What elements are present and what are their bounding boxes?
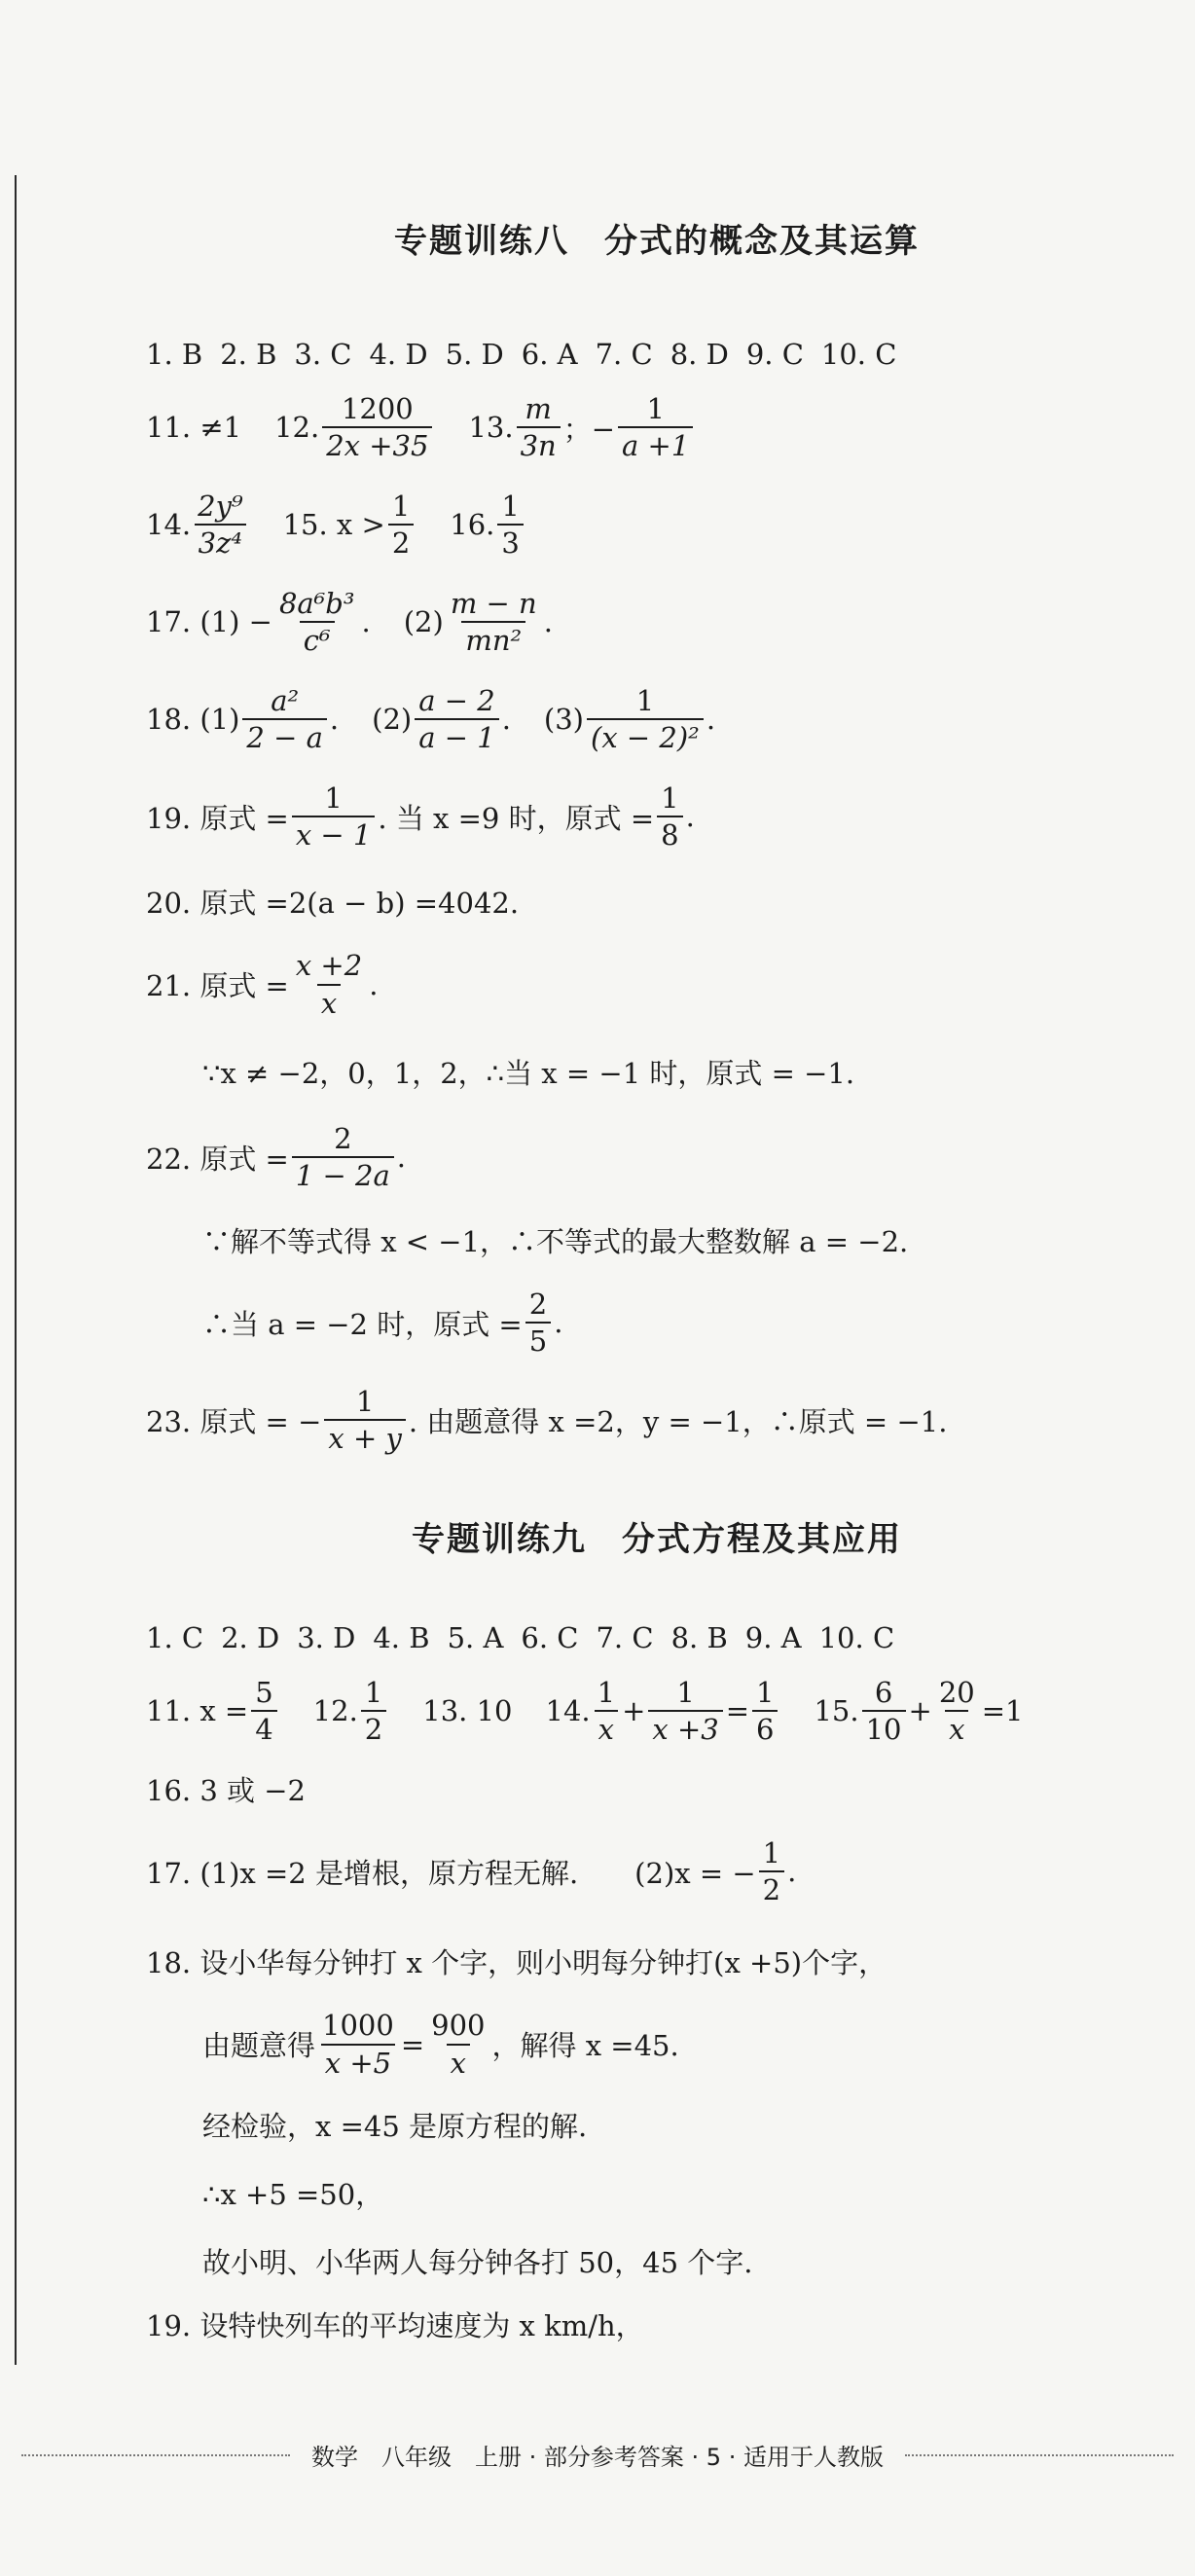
- s9-a19: 19. 设特快列车的平均速度为 x km/h，: [146, 2308, 644, 2342]
- s9-a18-line2-tail: ，解得 x =45.: [491, 2029, 679, 2062]
- s8-a8: 8. D: [670, 338, 729, 371]
- s9-answer-19: [146, 2295, 1168, 2353]
- s8-a18-1-fraction: $\frac{\text{a²}}{2 - a}$: [242, 686, 326, 753]
- s9-a18-line4: ∴x +5 =50，: [202, 2177, 384, 2211]
- s9-a12-fraction: $\frac{1}{2}$: [361, 1678, 386, 1745]
- s8-a21-line2: ∵x ≠ −2，0，1，2，∴当 x = −1 时，原式 = −1.: [202, 1057, 855, 1090]
- s9-a15-fraction-2: $\frac{20}{x}$: [938, 1675, 975, 1746]
- s8-a20: 20. 原式 =2(a − b) =4042.: [146, 887, 520, 920]
- s8-answer-23: [146, 1366, 1168, 1473]
- s9-a18-fraction-2: $\frac{900}{x}$: [431, 2009, 486, 2080]
- s9-a9: 9. A: [744, 1621, 802, 1654]
- s9-a4: 4. B: [373, 1621, 430, 1654]
- s9-a18-line3: 经检验，x =45 是原方程的解.: [202, 2109, 588, 2143]
- answer-content: [146, 214, 1168, 2353]
- s8-a11: 11. ≠1: [146, 411, 242, 444]
- s8-answers-11-13: [146, 379, 1168, 476]
- s9-a17-fraction: $\frac{1}{2}$: [759, 1838, 784, 1905]
- s9-a13: 13. 10: [422, 1694, 513, 1727]
- s9-a3: 3. D: [297, 1621, 356, 1654]
- s8-answer-22-line-2: [146, 1201, 1168, 1279]
- s8-answer-17: 17. (1) − $\frac{\text{8a⁶b³}}{\text{c⁶}}$ . (2) $\frac{m - n}{\text{mn²}}$ .: [146, 586, 553, 657]
- s9-answer-16: [146, 1760, 1168, 1818]
- s9-a15-label: 15.: [814, 1694, 859, 1727]
- s9-a15-fraction-1: $\frac{6}{10}$: [862, 1678, 906, 1745]
- s8-a17-2-label: (2): [403, 605, 444, 638]
- s8-a23-tail: . 由题意得 x =2，y = −1，∴原式 = −1.: [408, 1404, 948, 1438]
- s9-a14-fraction-3: $\frac{1}{6}$: [752, 1678, 778, 1745]
- s8-a19-fraction: $\frac{1}{x - 1}$: [292, 783, 376, 851]
- s8-a16-fraction: $\frac{1}{3}$: [497, 491, 523, 559]
- s8-a22-fraction-2: $\frac{2}{5}$: [525, 1289, 551, 1357]
- s8-a4: 4. D: [369, 338, 428, 371]
- s8-a18-3-fraction: $\frac{1}{\text{(x − 2)²}}$: [587, 686, 704, 753]
- s8-answer-18: 18. (1) $\frac{\text{a²}}{2 - a}$ . (2) $\frac{a - 2}{a - 1}$ . (3) $\frac{1}{\text{(x − 2)²}}$ .: [146, 683, 716, 754]
- s8-a13-sep: ；−: [562, 412, 616, 446]
- s8-answers-1-10: [146, 330, 1168, 379]
- s9-a15-tail: =1: [981, 1694, 1024, 1727]
- s9-answers-11-15: 11. x = $\frac{5}{4}$ 12. $\frac{1}{2}$ 13. 10 14. $\frac{1}{x}$ + $\frac{1}{x +3}$ = $\frac{1}{6}$ 15. $\frac{6}{10}$ + $\frac{20}{x}$ =1: [146, 1675, 1024, 1746]
- section-8-title: 专题训练八 分式的概念及其运算: [394, 222, 920, 261]
- s8-answer-21-line-2: [146, 1031, 1168, 1113]
- s8-a12-label: 12.: [274, 411, 320, 444]
- s8-a10: 10. C: [820, 338, 897, 371]
- s9-a14-fraction-1: $\frac{1}{x}$: [594, 1678, 619, 1745]
- s8-a21-fraction: $\frac{x +2}{x}$: [295, 949, 363, 1020]
- footer-text: 数学 八年级 上册 · 部分参考答案 · 5 · 适用于人教版: [311, 2444, 884, 2471]
- s8-a6: 6. A: [521, 338, 578, 371]
- s8-a18-2-fraction: $\frac{a - 2}{a - 1}$: [415, 686, 498, 753]
- s9-answer-18-line-2: 由题意得 $\frac{1000}{x +5}$ = $\frac{900}{x}$ ，解得 x =45.: [202, 2009, 679, 2080]
- s8-a22-line2: ∵解不等式得 x < −1，∴不等式的最大整数解 a = −2.: [202, 1224, 909, 1258]
- s9-a7: 7. C: [596, 1621, 654, 1654]
- s8-a13-fraction: $\frac{m}{3n}$: [517, 394, 561, 461]
- s8-a3: 3. C: [294, 338, 352, 371]
- s9-answer-17: 17. (1)x =2 是增根，原方程无解. (2)x = − $\frac{1}{2}$ .: [146, 1835, 797, 1906]
- s9-a10: 10. C: [818, 1621, 895, 1654]
- s8-a15-label: 15. x >: [282, 508, 385, 541]
- s8-a17-2-fraction: $\frac{m - n}{\text{mn²}}$: [450, 586, 537, 657]
- s9-a2: 2. D: [221, 1621, 280, 1654]
- s9-answer-18-line-3: [146, 2090, 1168, 2159]
- s9-a11-fraction: $\frac{5}{4}$: [251, 1678, 276, 1745]
- s9-answer-18: [146, 1925, 1168, 1998]
- s8-a14-label: 14.: [146, 508, 192, 541]
- s8-a19-mid: . 当 x =9 时，原式 =: [378, 801, 655, 835]
- s8-a21-label: 21. 原式 =: [146, 969, 289, 1002]
- s8-a19-fraction-2: $\frac{1}{8}$: [657, 783, 682, 851]
- s8-a13-label: 13.: [468, 411, 514, 444]
- s9-a18-fraction-1: $\frac{1000}{x +5}$: [322, 2009, 394, 2080]
- s9-answer-18-line-4: [146, 2159, 1168, 2227]
- s8-a18-label: 18. (1): [146, 703, 240, 736]
- page-footer: [0, 2438, 1195, 2472]
- s9-answers-1-10: [146, 1614, 1168, 1662]
- s9-a14-label: 14.: [545, 1694, 591, 1727]
- s8-answer-19: 19. 原式 = $\frac{1}{x - 1}$ . 当 x =9 时，原式 = $\frac{1}{8}$ .: [146, 780, 695, 852]
- s9-a16: 16. 3 或 −2: [146, 1773, 306, 1807]
- s8-a17-label: 17. (1) −: [146, 605, 272, 638]
- s8-a16-label: 16.: [450, 508, 495, 541]
- s8-a22-fraction: $\frac{2}{1 - 2a}$: [292, 1124, 394, 1191]
- s8-a7: 7. C: [595, 338, 653, 371]
- page-margin-line: [15, 175, 17, 2365]
- s8-a9: 9. C: [745, 338, 804, 371]
- footer-dots-right: [905, 2454, 1174, 2456]
- s8-answers-14-16: [146, 476, 1168, 573]
- s8-a13-fraction-2: $\frac{1}{a +1}$: [618, 394, 693, 461]
- s8-a15-fraction: $\frac{1}{2}$: [388, 491, 414, 559]
- s8-a1: 1. B: [146, 338, 203, 371]
- s8-a18-2-label: (2): [372, 703, 413, 736]
- s8-a5: 5. D: [445, 338, 504, 371]
- s8-answer-21: 21. 原式 = $\frac{x +2}{x}$ .: [146, 949, 379, 1020]
- s8-a12-fraction: $\frac{1200}{2x +35}$: [322, 394, 432, 461]
- s9-a11-label: 11. x =: [146, 1694, 249, 1727]
- s9-a14-fraction-2: $\frac{1}{x +3}$: [648, 1678, 722, 1745]
- s9-a12-label: 12.: [312, 1694, 358, 1727]
- s8-a22-label: 22. 原式 =: [146, 1142, 289, 1176]
- s8-answer-22-line-3: ∴当 a = −2 时，原式 = $\frac{2}{5}$ .: [202, 1287, 563, 1358]
- s9-answer-18-line-5: [146, 2227, 1168, 2295]
- s8-a22-line3-label: ∴当 a = −2 时，原式 =: [202, 1307, 523, 1341]
- s9-a6: 6. C: [521, 1621, 579, 1654]
- s8-a17-1-fraction: $\frac{\text{8a⁶b³}}{\text{c⁶}}$: [278, 586, 355, 657]
- s9-a8: 8. B: [670, 1621, 728, 1654]
- s8-answer-22: 22. 原式 = $\frac{2}{1 - 2a}$ .: [146, 1121, 407, 1192]
- footer-dots-left: [21, 2454, 290, 2456]
- s9-a18-line2-label: 由题意得: [202, 2029, 316, 2062]
- s8-a14-fraction: $\frac{\text{2y⁹}}{\text{3z⁴}}$: [194, 491, 246, 559]
- s8-a18-3-label: (3): [543, 703, 585, 736]
- s8-a23-label: 23. 原式 = −: [146, 1404, 322, 1438]
- s8-answer-20: [146, 865, 1168, 938]
- s9-a18-line5: 故小明、小华两人每分钟各打 50，45 个字.: [202, 2245, 753, 2279]
- s8-a19-label: 19. 原式 =: [146, 801, 289, 835]
- section-9-title: 专题训练九 分式方程及其应用: [412, 1520, 902, 1559]
- s9-a18-line1: 18. 设小华每分钟打 x 个字，则小明每分钟打(x +5)个字，: [146, 1946, 887, 1979]
- s9-a5: 5. A: [447, 1621, 504, 1654]
- s8-a2: 2. B: [220, 338, 277, 371]
- s9-a17-label: 17. (1)x =2 是增根，原方程无解. (2)x = −: [146, 1856, 756, 1890]
- s9-a1: 1. C: [146, 1621, 204, 1654]
- s8-a23-fraction: $\frac{1}{x + y}$: [324, 1387, 405, 1454]
